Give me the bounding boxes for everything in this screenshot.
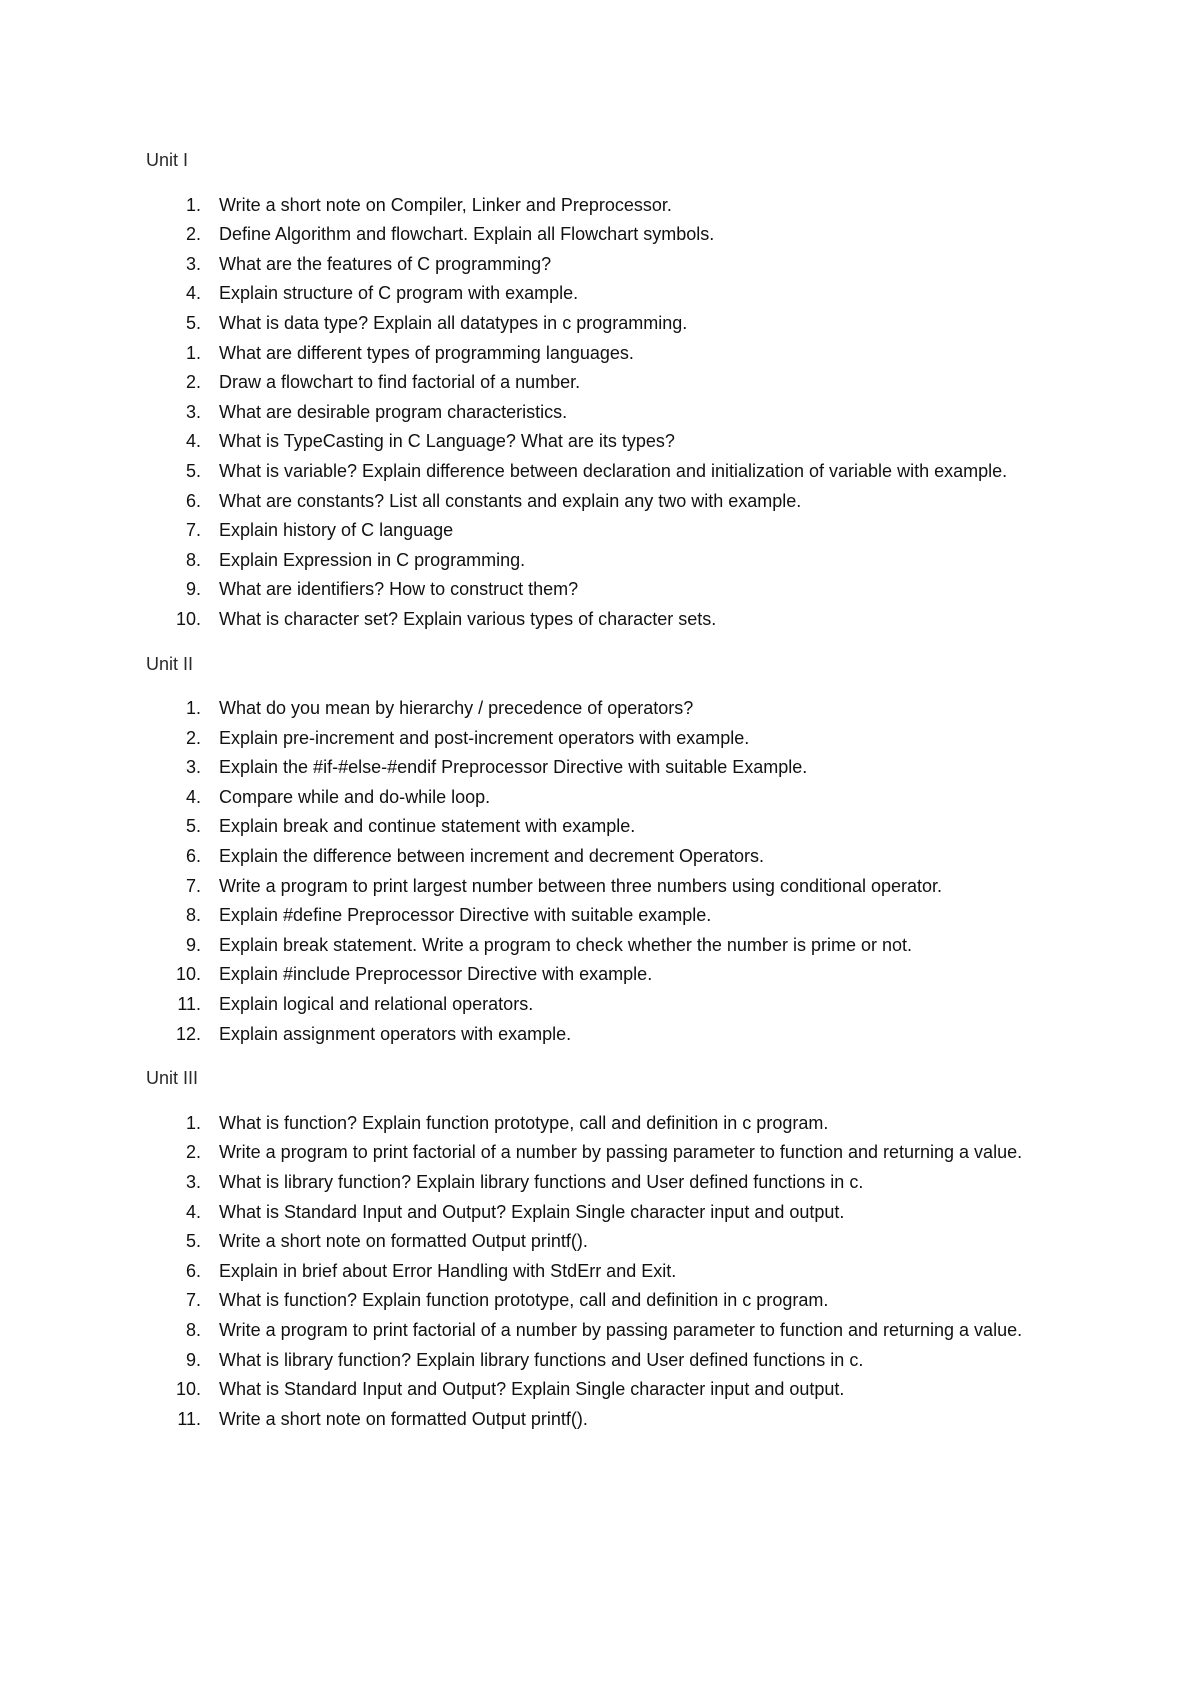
question-number: 1. (185, 342, 201, 363)
question-number: 3. (185, 253, 201, 274)
question-number: 2. (185, 1142, 201, 1163)
question-text: Explain structure of C program with example. (219, 283, 579, 304)
question-text: What is Standard Input and Output? Explain Single character input and output. (219, 1201, 845, 1222)
question-item (146, 1227, 1046, 1257)
question-list (146, 1109, 1046, 1435)
question-number: 4. (185, 431, 201, 452)
question-text: What is function? Explain function prototype, call and definition in c program. (219, 1290, 829, 1311)
question-number: 1. (185, 1112, 201, 1133)
question-text: What is library function? Explain library functions and User defined functions in c. (219, 1172, 864, 1192)
question-text: Compare while and do-while loop. (219, 786, 491, 807)
question-text: What are the features of C programming? (219, 253, 552, 274)
question-text: What is function? Explain function prototype, call and definition in c program. (219, 1112, 829, 1133)
question-text: Explain break and continue statement with example. (219, 816, 636, 837)
question-number: 4. (185, 1201, 201, 1222)
question-text: Explain #define Preprocessor Directive with suitable example. (219, 905, 712, 926)
question-text: Explain logical and relational operators. (219, 994, 534, 1015)
question-text: Write a program to print factorial of a number by passing parameter to function and returning a value. (219, 1142, 1023, 1163)
question-number: 10. (175, 964, 201, 985)
question-text: Write a program to print factorial of a number by passing parameter to function and returning a value. (219, 1319, 1023, 1340)
question-item (146, 516, 1046, 546)
question-list (146, 694, 1046, 1049)
question-number: 9. (185, 1349, 201, 1370)
question-text: What is TypeCasting in C Language? What are its types? (219, 431, 675, 452)
question-number: 4. (185, 283, 201, 304)
question-text: Define Algorithm and flowchart. Explain all Flowchart symbols. (219, 224, 715, 245)
question-item (146, 842, 1046, 872)
question-item (146, 694, 1046, 724)
question-item (146, 753, 1046, 783)
question-text: Explain the difference between increment and decrement Operators. (219, 846, 764, 867)
question-text: Write a program to print largest number between three numbers using conditional operator. (219, 875, 943, 896)
question-text: Explain Expression in C programming. (219, 549, 526, 570)
question-number: 5. (185, 816, 201, 837)
question-text: Explain pre-increment and post-increment operators with example. (219, 727, 750, 748)
question-number: 11. (177, 994, 201, 1015)
question-item (146, 575, 1046, 605)
question-number: 6. (185, 846, 201, 867)
question-text: Explain assignment operators with example. (219, 1023, 572, 1044)
question-number: 11. (177, 1408, 201, 1429)
question-number: 2. (185, 224, 201, 245)
unit-section (146, 1064, 1046, 1434)
question-number: 6. (185, 1260, 201, 1281)
question-number: 2. (185, 727, 201, 748)
unit-heading: Unit III (146, 1068, 199, 1089)
question-text: What is data type? Explain all datatypes in c programming. (219, 312, 688, 333)
question-number: 1. (185, 698, 201, 719)
question-item (146, 457, 1046, 487)
question-text: What are constants? List all constants and explain any two with example. (219, 490, 802, 511)
question-item (146, 1316, 1046, 1346)
question-item (146, 191, 1046, 221)
question-text: Explain #include Preprocessor Directive with example. (219, 964, 653, 985)
question-text: Explain the #if-#else-#endif Preprocessor Directive with suitable Example. (219, 757, 808, 778)
question-number: 8. (185, 905, 201, 926)
question-item (146, 368, 1046, 398)
question-text: Explain in brief about Error Handling with StdErr and Exit. (219, 1260, 677, 1281)
unit-section (146, 650, 1046, 1065)
question-number: 7. (185, 1290, 201, 1311)
question-item (146, 724, 1046, 754)
question-item (146, 1020, 1046, 1050)
question-number: 2. (185, 372, 201, 393)
question-number: 3. (185, 1172, 201, 1192)
question-item (146, 783, 1046, 813)
question-item (146, 605, 1046, 635)
unit-heading: Unit I (146, 150, 189, 170)
question-text: What do you mean by hierarchy / precedence of operators? (219, 698, 694, 719)
question-item (146, 309, 1046, 339)
question-number: 3. (185, 757, 201, 778)
question-text: Write a short note on formatted Output printf(). (219, 1408, 588, 1429)
question-text: What is library function? Explain library functions and User defined functions in c. (219, 1349, 864, 1370)
question-text: Explain history of C language (219, 520, 454, 541)
question-number: 5. (185, 312, 201, 333)
question-text: What is variable? Explain difference between declaration and initialization of variable with example. (219, 460, 1008, 481)
question-number: 3. (185, 401, 201, 422)
question-number: 4. (185, 786, 201, 807)
question-list (146, 191, 1046, 635)
question-item (146, 220, 1046, 250)
question-item (146, 1286, 1046, 1316)
question-item (146, 398, 1046, 428)
question-item (146, 1109, 1046, 1139)
question-item (146, 427, 1046, 457)
question-item (146, 812, 1046, 842)
question-number: 7. (185, 520, 201, 541)
question-item (146, 901, 1046, 931)
question-item (146, 1257, 1046, 1287)
question-text: What is Standard Input and Output? Explain Single character input and output. (219, 1379, 845, 1400)
question-number: 10. (175, 1379, 201, 1400)
question-item (146, 990, 1046, 1020)
unit-heading: Unit II (146, 653, 194, 674)
question-number: 8. (185, 549, 201, 570)
question-number: 5. (185, 460, 201, 481)
question-item (146, 1405, 1046, 1435)
question-item (146, 872, 1046, 902)
question-number: 8. (185, 1319, 201, 1340)
question-text: Write a short note on formatted Output printf(). (219, 1231, 588, 1252)
question-number: 10. (175, 608, 201, 629)
question-item (146, 1168, 1046, 1198)
question-item (146, 1138, 1046, 1168)
question-number: 9. (185, 579, 201, 600)
question-item (146, 279, 1046, 309)
question-number: 9. (185, 934, 201, 955)
question-text: What is character set? Explain various types of character sets. (219, 608, 717, 629)
question-number: 12. (175, 1023, 201, 1044)
question-item (146, 546, 1046, 576)
unit-section (146, 146, 1046, 650)
question-number: 6. (185, 490, 201, 511)
question-item (146, 931, 1046, 961)
question-item (146, 1346, 1046, 1376)
question-text: Write a short note on Compiler, Linker and Preprocessor. (219, 194, 672, 215)
question-number: 5. (185, 1231, 201, 1252)
question-item (146, 1198, 1046, 1228)
question-item (146, 487, 1046, 517)
question-number: 7. (185, 875, 201, 896)
question-item (146, 250, 1046, 280)
question-text: What are identifiers? How to construct them? (219, 579, 579, 600)
question-text: Explain break statement. Write a program to check whether the number is prime or not. (219, 934, 912, 955)
question-item (146, 1375, 1046, 1405)
question-text: Draw a flowchart to find factorial of a number. (219, 372, 581, 393)
question-text: What are desirable program characteristics. (219, 401, 568, 422)
question-item (146, 339, 1046, 369)
question-bank (146, 146, 1046, 1434)
question-item (146, 960, 1046, 990)
question-text: What are different types of programming languages. (219, 342, 634, 363)
question-number: 1. (185, 194, 201, 215)
